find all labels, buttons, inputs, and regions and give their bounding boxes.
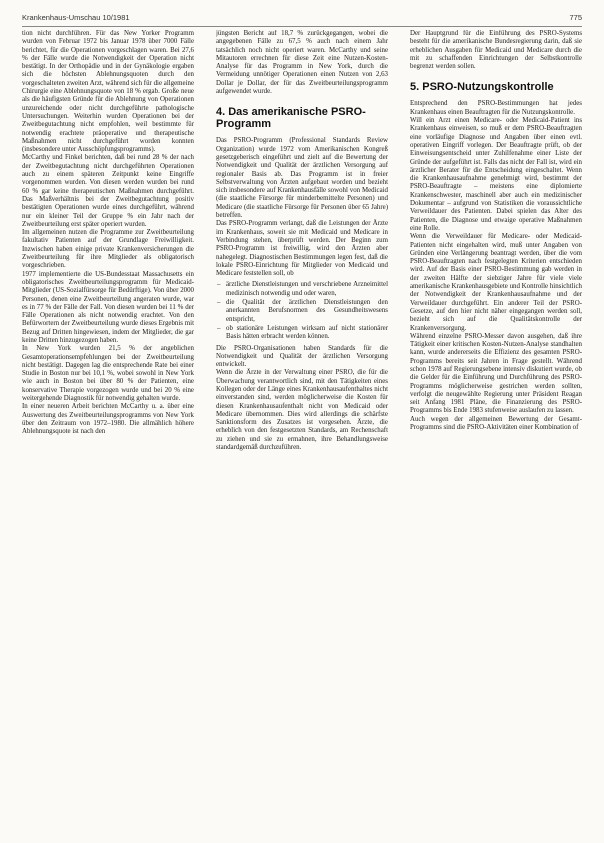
- list-item: – ob stationäre Leistungen wirksam auf nicht stationärer Basis hätten erbracht werden können.: [226, 325, 388, 342]
- paragraph: Während einzelne PSRO-Messer davon ausgehen, daß ihre Tätigkeit einer kritischen Kosten-Nutzen-Analyse standhalten kann, wurde andererseits die Effizienz des gesamten PSRO-Programms bereits seit Jahren in Frage gestellt. Während schon 1978 auf Regierungsebene intensiv diskutiert wurde, ob die Gelder für die Einführung und Durchführung des PSRO-Programms möglicherweise gestrichen werden sollten, verfolgt die neugewählte Regierung unter Präsident Reagan seit Anfang 1981 Pläne, die Finanzierung des PSRO-Programms bis Ende 1983 stufenweise auslaufen zu lassen.: [410, 332, 582, 415]
- paragraph: In einer neueren Arbeit berichten McCarthy u. a. über eine Auswertung des Zweitbeurteilungsprogramms von New York über den Zeitraum von 1972–1980. Die allmählich höhere Ablehnungsquote ist nach den: [22, 403, 194, 436]
- paragraph: Der Hauptgrund für die Einführung des PSRO-Systems besteht für die amerikanische Bundesregierung darin, daß sie erheblichen Ausgaben für Medicaid und Medicare durch die mit zu schaffenden Einrichtungen der Selbstkontrolle begrenzt werden sollen.: [410, 30, 582, 71]
- paragraph: Auch wegen der allgemeinen Bewertung der Gesamt-Programms sind die PSRO-Aktivitäten einer Kombination of: [410, 415, 582, 432]
- journal-title: Krankenhaus-Umschau 10/1981: [22, 13, 130, 22]
- paragraph: 1977 implementierte die US-Bundesstaat Massachusetts ein obligatorisches Zweitbeurteilungsprogramm für Medicaid-Mitglieder (US-Sozialfürsorge für Bedürftige). Von über 2000 Personen, denen eine Zweitbeurteilung angeraten wurde, war es in 77 % der Fälle der Fall. Von diesen wurden bei 11 % der Fälle Operationen als nicht notwendig erachtet. Von den Befürwortern der Zweitbeurteilung wurde dieses Ergebnis mit Bezug auf Dritten hingewiesen, indem der Mitglieder, die gar keine Dritten hinzugezogen haben.: [22, 270, 194, 344]
- page-number: 775: [569, 13, 582, 22]
- criteria-list: [216, 281, 388, 341]
- section-heading: 4. Das amerikanische PSRO-Programm: [216, 106, 366, 131]
- list-item: – die Qualität der ärztlichen Dienstleistungen den anerkannten Berufsnormen des Gesundheitswesens entspricht,: [226, 299, 388, 324]
- paragraph: Das PSRO-Programm verlangt, daß die Leistungen der Ärzte im Krankenhaus, soweit sie mit Medicaid und Medicare in Verbindung stehen, überprüft werden. Der Beginn zum PSRO-Programm ist freiwillig, wird den Ärzten aber nahegelegt. Diagnostischen Bestimmungen legen fest, daß die lokale PSRO-Einrichtung für Mitglieder von Medicaid und Medicare feststellen soll, ob: [216, 220, 388, 278]
- column-right: [410, 30, 582, 830]
- paragraph: Wenn die Ärzte in der Verwaltung einer PSRO, die für die Überwachung verantwortlich sind, mit den Tätigkeiten eines Kollegen oder der Länge eines Krankenhausaufenthaltes nicht einverstanden sind, werden möglicherweise die Kosten für diesen Krankenhausaufenthalt nicht von Medicaid oder Medicare übernommen. Dies wird allerdings die schärfste Sanktionsform des Zusatzes ist vorgesehen. Ärzte, die erheblich von den festgesetzten Standards, am Rechenschaft zu ziehen und sie zu ermahnen, ihre Behandlungsweise standardgemäß durchzuführen.: [216, 369, 388, 452]
- paragraph: Die PSRO-Organisationen haben Standards für die Notwendigkeit und Qualität der ärztlichen Versorgung entwickelt.: [216, 344, 388, 369]
- paragraph: jüngsten Bericht auf 18,7 % zurückgegangen, wobei die angegebenen Fälle zu 67,5 % auch nach einem Jahr tatsächlich noch nicht operiert waren. McCarthy und seine Mitautoren errechnen für diese Zeit eine Nutzen-Kosten-Analyse für das Programm in New York, durch die Vermeidung unnötiger Operationen einen Nutzen von 2,63 Dollar je Dollar, der für das Zweitbeurteilungsprogramm aufgewendet wurde.: [216, 30, 388, 96]
- paragraph: Will ein Arzt einen Medicare- oder Medicaid-Patient ins Krankenhaus einweisen, so muß er dem PSRO-Beauftragten eine vorläufige Diagnose und Angaben über einen evtl. operativen Eingriff vorlegen. Der Beauftragte prüft, ob der Einweisungsentscheid unter Zuhilfenahme einer Liste der Gründe der aufgeführt ist. Falls das nicht der Fall ist, wird ein ärztlicher Berater für die Entscheidung eingeschaltet. Wenn die Krankenhausaufnahme genehmigt wird, bestimmt der PSRO-Beauftragte – meistens eine diplomierte Krankenschwester, maschinell aber auch ein medizinischer Dokumentar – aufgrund von Statistiken die voraussichtliche Verweildauer des Patienten. Dabei spielen das Alter des Patienten, die Diagnose und etwaige operative Maßnahmen eine Rolle.: [410, 117, 582, 232]
- column-middle: [216, 30, 388, 830]
- paragraph: Entsprechend den PSRO-Bestimmungen hat jedes Krankenhaus einen Beauftragten für die Nutzungskontrolle.: [410, 100, 582, 116]
- paragraph: Wenn die Verweildauer für Medicare- oder Medicaid-Patienten nicht eingehalten wird, muß unter Angaben von Gründen eine Verlängerung beantragt werden, über die vom PSRO-Beauftragten nach festgelegten Kriterien entschieden wird. Auf der Basis einer PSRO-Bestimmung gab werden in der zweiten Hälfte der siebziger Jahre für viele viele amerikanische Krankenhausgebiete und Kontrolle hinsichtlich der Notwendigkeit der Krankenhausaufnahme und der Verweildauer durchgeführt. Ein anderer Teil der PSRO-Gesetze, auf den hier nicht näher eingegangen werden soll, bezieht sich auf die Qualitätskontrolle der Krankenversorgung.: [410, 233, 582, 332]
- article-body: [22, 30, 582, 830]
- list-item: – ärztliche Dienstleistungen und verschriebene Arzneimittel medizinisch notwendig und oder waren,: [226, 281, 388, 298]
- paragraph: Im allgemeinen nutzen die Programme zur Zweitbeurteilung fakultativ Patienten auf der Grundlage Freiwilligkeit. Inzwischen haben einige private Krankenversicherungen die Zweitbeurteilung für ihre Mitglieder als obligatorisch vorgeschrieben.: [22, 229, 194, 270]
- column-left: [22, 30, 194, 830]
- running-header: [22, 12, 582, 27]
- paragraph: McCarthy und Finkel berichten, daß bei rund 28 % der nach der Zweitbegutachtung nicht durchgeführten Operationen auch zu einem späteren Zeitpunkt keine Eingriffe vorgenommen wurden. Von diesen werden wurden bei rund 60 % gar keine therapeutischen Maßnahmen durchgeführt. Das Maßverhältnis bei der Zweitbegutachtung positiv bestätigten Operationen wurde eines durchgeführt, während nur ein kleiner Teil der Gruppe % ein Jahr nach der Zweitbeurteilung erst später operiert wurden.: [22, 154, 194, 228]
- section-heading: 5. PSRO-Nutzungskontrolle: [410, 81, 554, 94]
- paragraph: In New York wurden 21,5 % der angeblichen Gesamtoperationsempfehlungen bei der Zweitbeurteilung nicht bestätigt. Dagegen lag die entsprechende Rate bei einer Studie in Boston nur bei 10,1 %, wobei sowohl in New York wie auch in Boston bei über 80 % der Patienten, eine konservative Therapie vorgezogen wurde und bei 20 % eine weitergehende Diagnostik für notwendig gehalten wurde.: [22, 345, 194, 403]
- paragraph: Das PSRO-Programm (Professional Standards Review Organization) wurde 1972 vom Amerikanischen Kongreß gesetzgeberisch eingeführt und zielt auf die Bewertung der Notwendigkeit und Qualität der ärztlichen Versorgung auf regionaler Basis ab. Das Programm ist in freier Selbstverwaltung von Ärzten aufgebaut worden und bezieht sich insbesondere auf Krankenhausfälle sowohl von Medicaid (die staatliche Fürsorge für minderbemittelte Personen) und Medicare (die staatliche Fürsorge für Personen über 65 Jahre) betreffen.: [216, 137, 388, 220]
- paragraph: tion nicht durchführen. Für das New Yorker Programm wurden von Februar 1972 bis Januar 1978 über 7000 Fälle berichtet, für die Operationen vorgeschlagen waren. Bei 27,6 % der Fälle wurde die Notwendigkeit der Operation nicht bestätigt. In der Orthopädie und in der Gynäkologie ergaben sich die höchsten Ablehnungsquoten durch den vorgeschalteten zweiten Arzt, während sich für die allgemeine Chirurgie eine Ablehnungsquote von 18 % ergab. Große neue als die häufigsten Gründe für die Ablehnung von Operationen unzureichende oder nicht durchgeführte pathologische Untersuchungen. Weiterhin wurden Operationen bei der Zweitbegutachtung nicht empfohlen, weil bestimmte für notwendig erachtete präoperative und therapeutische Maßnahmen nicht durchgeführt worden konnten (insbesondere unter Ausschöpfungsprogramms).: [22, 30, 194, 154]
